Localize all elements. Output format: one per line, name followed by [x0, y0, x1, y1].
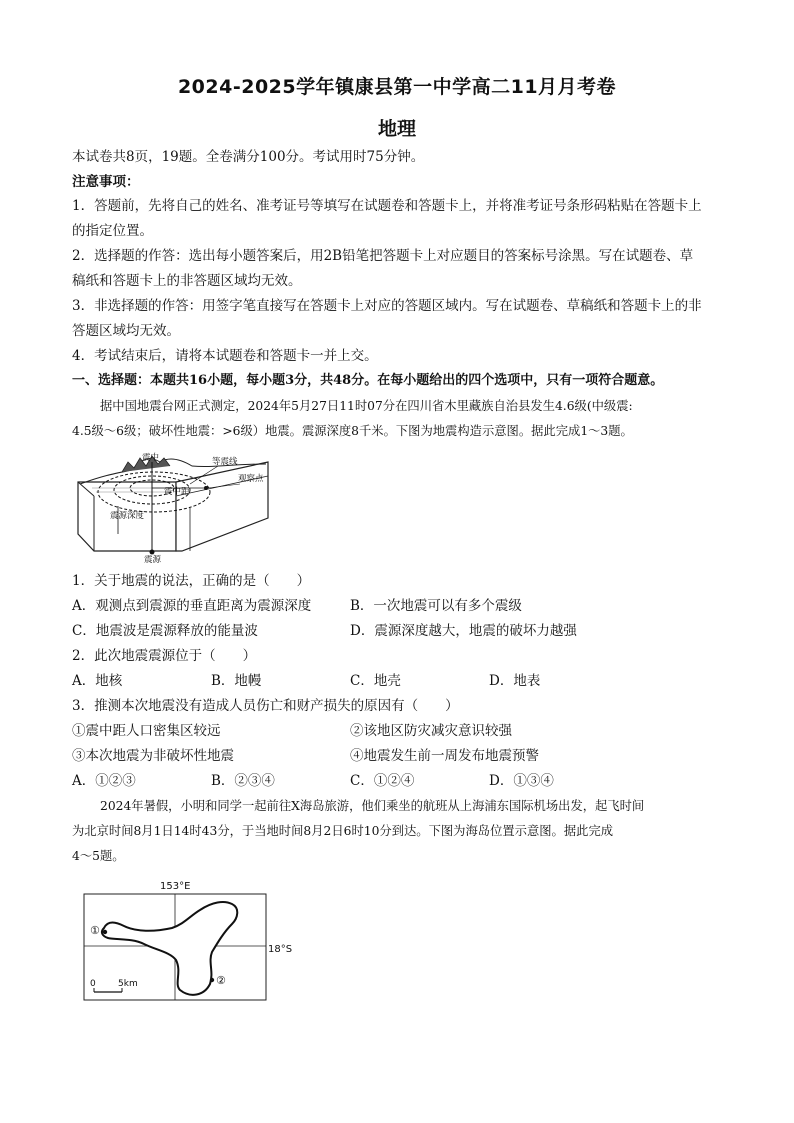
notice-line: 答题区域均无效。 — [72, 323, 180, 339]
q1-option-b[interactable]: B．一次地震可以有多个震级 — [350, 598, 522, 614]
notice-line: 稿纸和答题卡上的非答题区域均无效。 — [72, 273, 302, 289]
q3-option-d[interactable]: D．①③④ — [489, 773, 554, 789]
q3-option-a[interactable]: A．①②③ — [72, 773, 136, 789]
exam-title: 2024-2025学年镇康县第一中学高二11月月考卷 — [177, 76, 617, 98]
label-isoseismal: 等震线 — [212, 457, 238, 467]
question-2-stem: 2．此次地震震源位于（ ） — [72, 648, 257, 664]
label-scale-km: 5km — [118, 979, 138, 989]
notice-line: 2．选择题的作答：选出每小题答案后，用2B铅笔把答题卡上对应题目的答案标号涂黑。写在试题卷、草 — [72, 248, 694, 264]
island-location-map — [72, 876, 302, 1006]
question-1-stem: 1．关于地震的说法，正确的是（ ） — [72, 573, 311, 589]
label-focal-depth: 震源深度 — [110, 511, 145, 521]
label-epicenter: 震中 — [142, 453, 160, 463]
label-observation-point: 观察点 — [238, 474, 264, 484]
label-point-1: ① — [90, 924, 100, 937]
passage-line: 为北京时间8月1日14时43分，于当地时间8月2日6时10分到达。下图为海岛位置示意图。据此完成 — [72, 824, 614, 838]
notice-line: 4．考试结束后，请将本试题卷和答题卡一并上交。 — [72, 348, 378, 364]
notice-line: 的指定位置。 — [72, 223, 153, 239]
notice-line: 1．答题前，先将自己的姓名、准考证号等填写在试题卷和答题卡上，并将准考证号条形码粘贴在答题卡上 — [72, 198, 702, 214]
passage-line: 4～5题。 — [72, 849, 125, 863]
passage-line: 据中国地震台网正式测定，2024年5月27日11时07分在四川省木里藏族自治县发生4.6级(中级震: — [100, 399, 633, 413]
question-3-stem: 3．推测本次地震没有造成人员伤亡和财产损失的原因有（ ） — [72, 698, 459, 714]
q3-option-b[interactable]: B．②③④ — [211, 773, 275, 789]
q3-option-c[interactable]: C．①②④ — [350, 773, 415, 789]
exam-info: 本试卷共8页，19题。全卷满分100分。考试用时75分钟。 — [72, 149, 425, 165]
q2-option-a[interactable]: A．地核 — [72, 673, 123, 689]
q2-option-d[interactable]: D．地表 — [489, 673, 541, 689]
notice-line: 3．非选择题的作答：用签字笔直接写在答题卡上对应的答题区域内。写在试题卷、草稿纸和答题卡上的非 — [72, 298, 702, 314]
q1-option-a[interactable]: A．观测点到震源的垂直距离为震源深度 — [72, 598, 312, 614]
earthquake-structure-figure — [72, 448, 282, 566]
q3-statement-3: ③本次地震为非破坏性地震 — [72, 748, 234, 764]
passage-line: 4.5级～6级；破坏性地震：>6级）地震。震源深度8千米。下图为地震构造示意图。据此完成1～3题。 — [72, 424, 633, 438]
q2-option-c[interactable]: C．地壳 — [350, 673, 401, 689]
q1-option-c[interactable]: C．地震波是震源释放的能量波 — [72, 623, 258, 639]
q3-statement-1: ①震中距人口密集区较远 — [72, 723, 221, 739]
passage-line: 2024年暑假，小明和同学一起前往X海岛旅游，他们乘坐的航班从上海浦东国际机场出发，起飞时间 — [100, 799, 645, 813]
section-heading: 一、选择题：本题共16小题，每小题3分，共48分。在每小题给出的四个选项中，只有一项符合题意。 — [72, 373, 664, 388]
q2-option-b[interactable]: B．地幔 — [211, 673, 262, 689]
label-focus: 震源 — [144, 555, 162, 565]
label-epicentral-distance: 震中距 — [164, 487, 190, 497]
q3-statement-4: ④地震发生前一周发布地震预警 — [350, 748, 539, 764]
q1-option-d[interactable]: D．震源深度越大，地震的破坏力越强 — [350, 623, 577, 639]
subject-title: 地理 — [377, 118, 416, 140]
q3-statement-2: ②该地区防灾减灾意识较强 — [350, 723, 512, 739]
label-longitude: 153°E — [160, 881, 191, 892]
notice-title: 注意事项： — [72, 174, 140, 190]
label-latitude: 18°S — [268, 944, 293, 955]
label-point-2: ② — [216, 974, 226, 987]
label-scale-zero: 0 — [90, 979, 96, 989]
